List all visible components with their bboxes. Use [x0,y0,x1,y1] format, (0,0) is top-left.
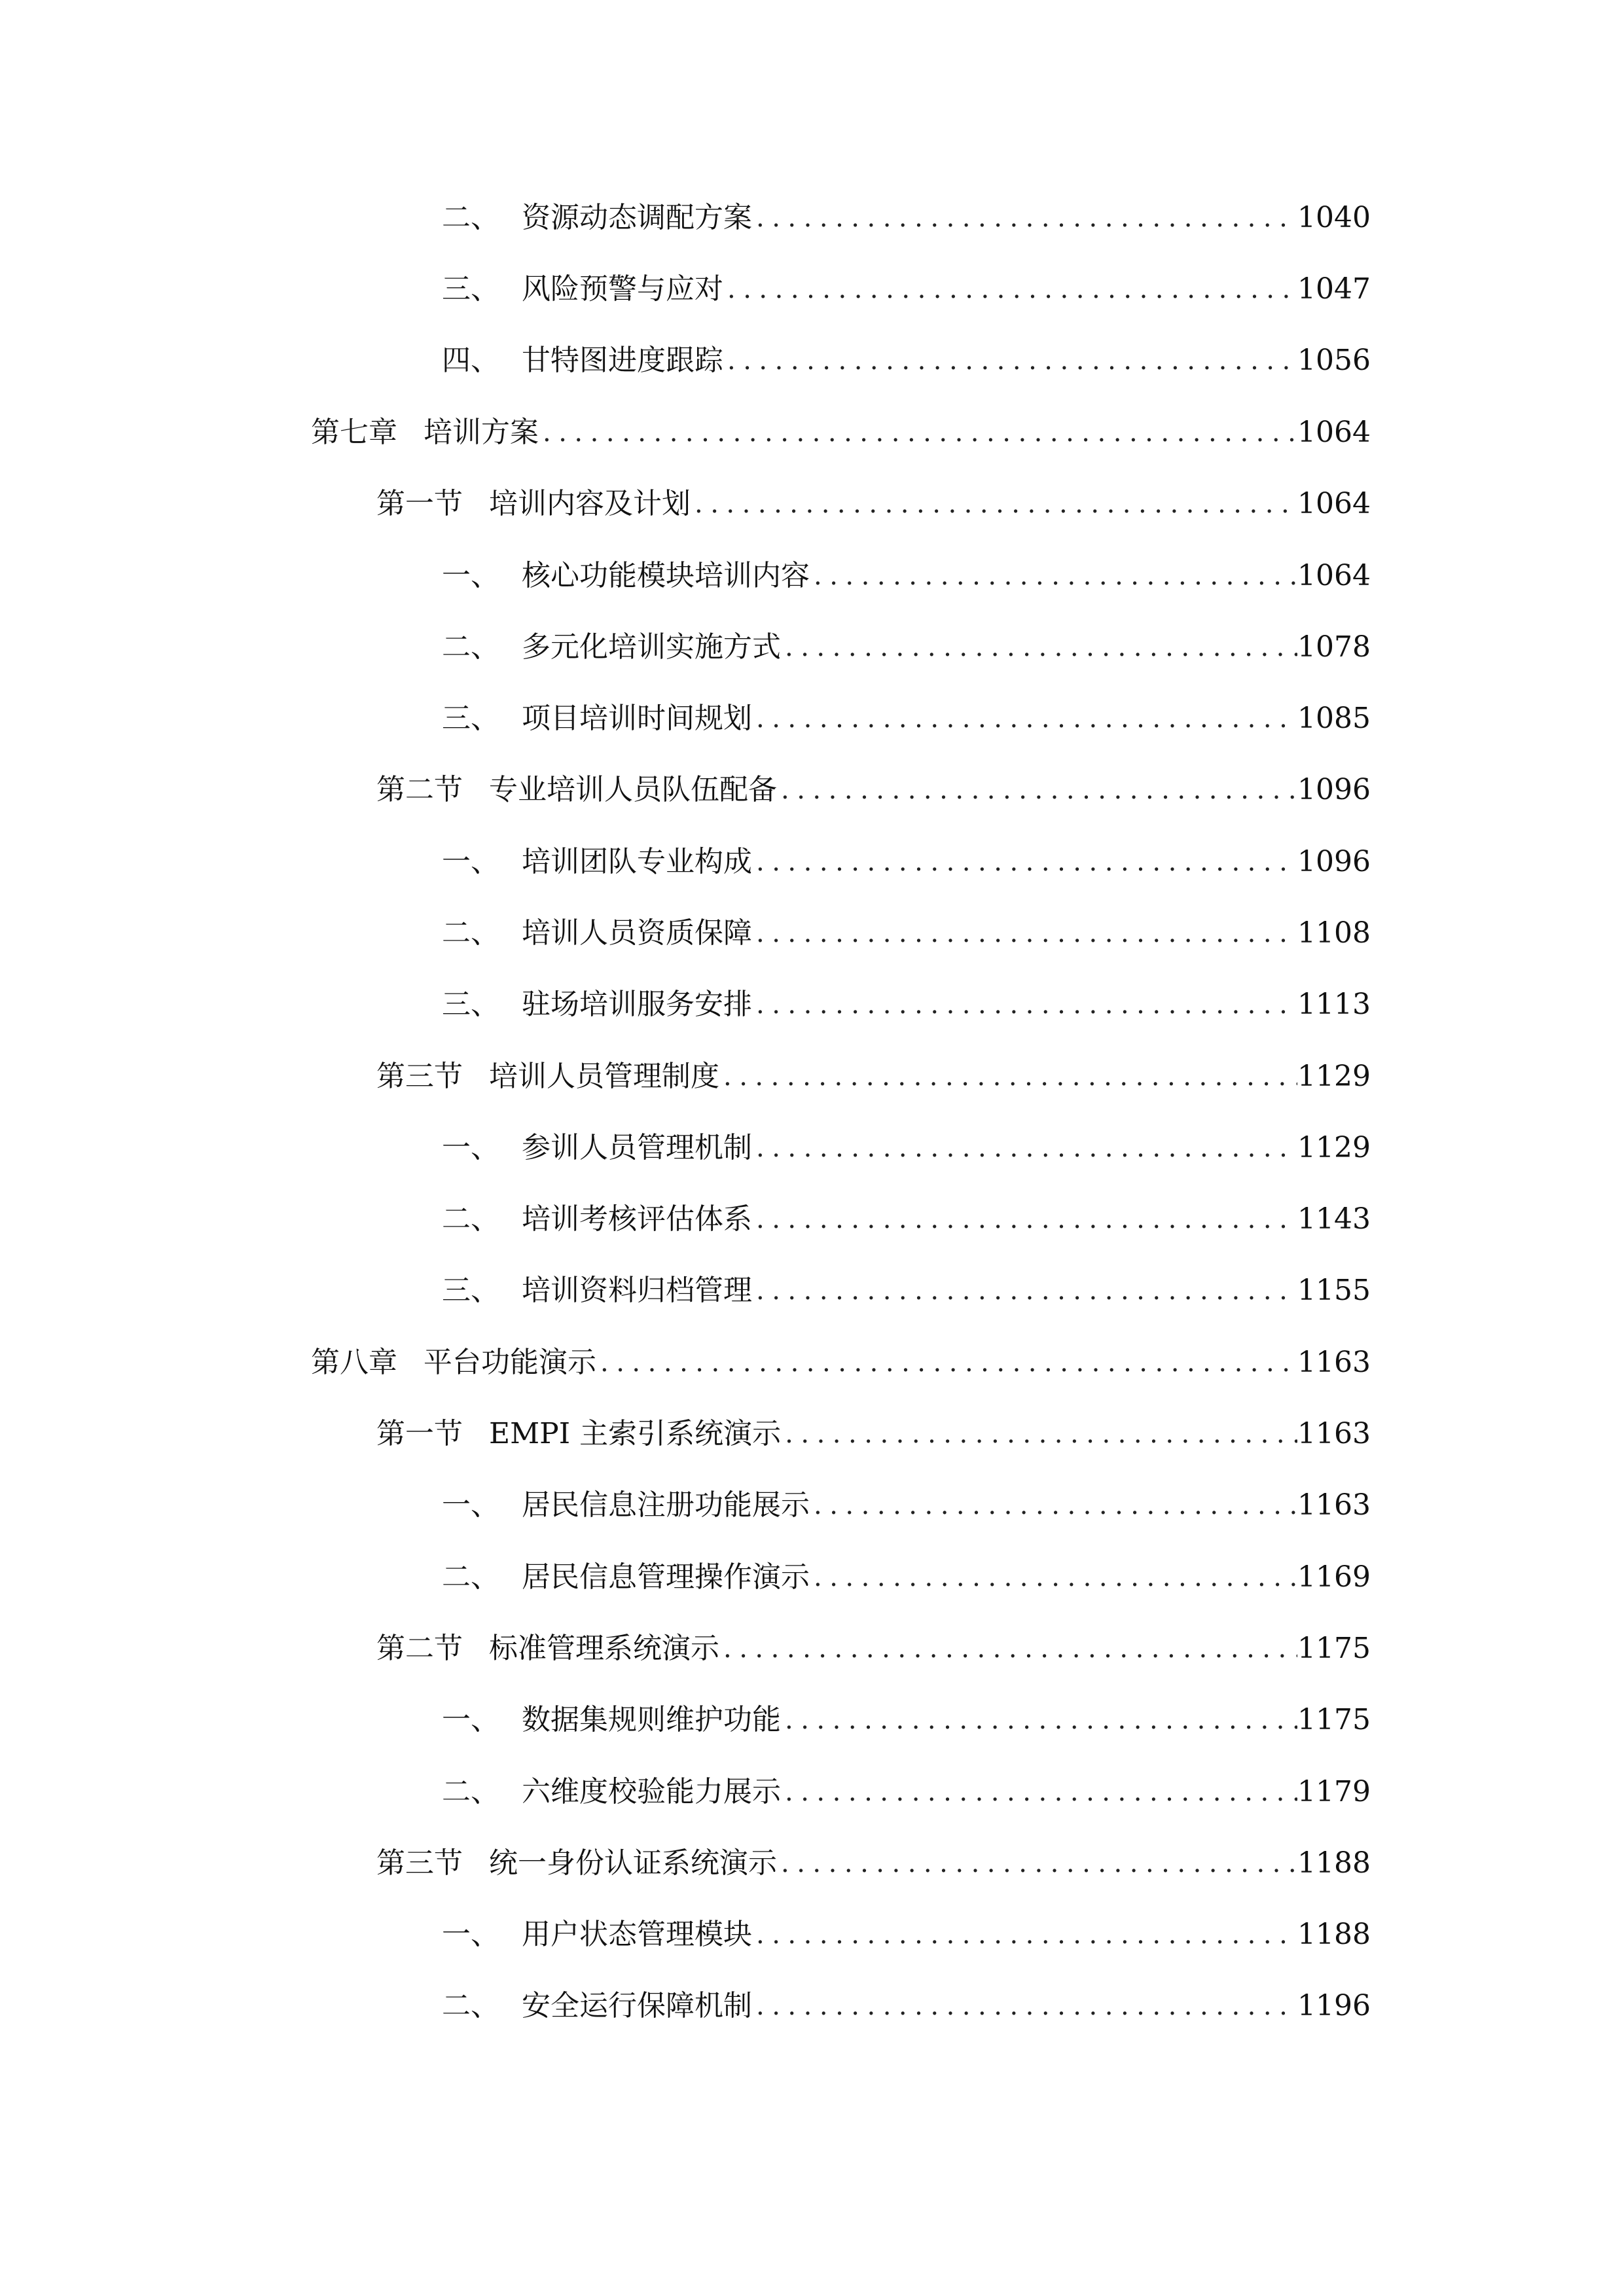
toc-leader-dots [723,268,1297,310]
toc-entry-number: 二、 [442,630,499,664]
toc-section-title: EMPI 主索引系统演示 [489,1417,782,1450]
toc-entry[interactable] [442,1127,1371,1169]
toc-entry[interactable] [442,197,1371,239]
toc-entry-section[interactable] [376,1056,1371,1098]
toc-page-number: 1064 [1297,487,1371,520]
toc-entry-title: 安全运行保障机制 [522,1989,752,2022]
toc-entry-title: 资源动态调配方案 [522,201,752,234]
toc-entry-title: 驻场培训服务安排 [522,988,752,1021]
toc-leader-dots [752,1127,1297,1169]
toc-entry-title: 核心功能模块培训内容 [522,559,810,592]
toc-page-number: 1064 [1297,559,1371,592]
toc-chapter-number: 第七章 [311,416,397,449]
toc-section-number: 第三节 [376,1060,463,1093]
toc-entry[interactable] [442,1914,1371,1956]
toc-leader-dots [781,1413,1297,1455]
toc-entry-title: 数据集规则维护功能 [522,1703,781,1736]
toc-entry-number: 二、 [442,1202,499,1236]
toc-entry-section[interactable] [376,483,1371,525]
toc-entry-number: 二、 [442,1989,499,2022]
toc-entry-title: 培训团队专业构成 [522,845,752,878]
toc-page-number: 1175 [1297,1632,1371,1665]
toc-entry-section[interactable] [376,1413,1371,1455]
toc-leader-dots [719,1628,1297,1670]
toc-page-number: 1056 [1297,344,1371,377]
toc-page-number: 1163 [1297,1488,1371,1522]
toc-leader-dots [810,555,1297,597]
toc-page-number: 1096 [1297,845,1371,878]
toc-leader-dots [691,483,1297,525]
toc-page-number: 1143 [1297,1202,1371,1236]
toc-page-number: 1179 [1297,1775,1371,1808]
toc-entry-number: 一、 [442,1918,499,1951]
toc-leader-dots [539,412,1297,454]
toc-entry[interactable] [442,1771,1371,1813]
toc-entry[interactable] [442,841,1371,883]
toc-entry-title: 居民信息注册功能展示 [522,1488,810,1522]
toc-entry-number: 一、 [442,559,499,592]
toc-entry-section[interactable] [376,1842,1371,1884]
toc-chapter-number: 第八章 [311,1346,397,1379]
toc-page-number: 1155 [1297,1274,1371,1307]
toc-section-number: 第一节 [376,487,463,520]
toc-entry[interactable] [442,1198,1371,1240]
toc-entry-title: 风险预警与应对 [522,272,723,306]
toc-section-title: 统一身份认证系统演示 [489,1846,777,1880]
toc-page-number: 1175 [1297,1703,1371,1736]
toc-entry[interactable] [442,698,1371,740]
toc-leader-dots [781,1771,1297,1813]
toc-page-number: 1196 [1297,1989,1371,2022]
toc-entry[interactable] [442,268,1371,310]
toc-page-number: 1129 [1297,1060,1371,1093]
toc-section-number: 第二节 [376,1632,463,1665]
toc-page-number: 1129 [1297,1131,1371,1164]
toc-entry[interactable] [442,1699,1371,1741]
toc-leader-dots [752,1914,1297,1956]
toc-section-number: 第三节 [376,1846,463,1880]
toc-leader-dots [752,1985,1297,2027]
toc-page-number: 1163 [1297,1346,1371,1379]
toc-entry-number: 二、 [442,201,499,234]
toc-leader-dots [752,841,1297,883]
toc-page-number: 1163 [1297,1417,1371,1450]
toc-leader-dots [596,1342,1297,1384]
toc-entry-section[interactable] [376,1628,1371,1670]
toc-entry-title: 项目培训时间规划 [522,702,752,735]
toc-entry-number: 三、 [442,702,499,735]
toc-page-number: 1169 [1297,1560,1371,1594]
toc-entry-number: 一、 [442,845,499,878]
toc-entry-chapter[interactable] [311,1342,1371,1384]
toc-leader-dots [752,698,1297,740]
toc-entry-number: 二、 [442,1560,499,1594]
toc-entry-section[interactable] [376,769,1371,811]
toc-entry[interactable] [442,912,1371,954]
toc-entry[interactable] [442,1270,1371,1312]
toc-leader-dots [810,1484,1297,1526]
toc-entry-number: 三、 [442,1274,499,1307]
toc-leader-dots [810,1556,1297,1598]
toc-entry[interactable] [442,1484,1371,1526]
toc-entry[interactable] [442,340,1371,382]
toc-entry[interactable] [442,1985,1371,2027]
toc-entry-title: 培训考核评估体系 [522,1202,752,1236]
toc-entry-number: 三、 [442,988,499,1021]
toc-entry-title: 多元化培训实施方式 [522,630,781,664]
toc-entry-number: 二、 [442,1775,499,1808]
toc-leader-dots [752,912,1297,954]
toc-entry-title: 培训资料归档管理 [522,1274,752,1307]
toc-entry-title: 参训人员管理机制 [522,1131,752,1164]
toc-page-number: 1040 [1297,201,1371,234]
toc-section-title: 专业培训人员队伍配备 [489,773,777,806]
toc-section-title: 标准管理系统演示 [489,1632,719,1665]
toc-leader-dots [777,769,1297,811]
toc-leader-dots [777,1842,1297,1884]
toc-page-number: 1078 [1297,630,1371,664]
toc-leader-dots [752,984,1297,1026]
toc-chapter-title: 培训方案 [424,416,539,449]
toc-leader-dots [781,626,1297,668]
toc-entry-number: 四、 [442,344,499,377]
toc-section-number: 第一节 [376,1417,463,1450]
toc-leader-dots [723,340,1297,382]
toc-entry[interactable] [442,555,1371,597]
toc-page-number: 1064 [1297,416,1371,449]
toc-leader-dots [752,197,1297,239]
toc-entry-title: 用户状态管理模块 [522,1918,752,1951]
toc-entry-title: 居民信息管理操作演示 [522,1560,810,1594]
toc-section-number: 第二节 [376,773,463,806]
toc-entry-number: 二、 [442,916,499,950]
toc-page-number: 1188 [1297,1846,1371,1880]
toc-section-title: 培训内容及计划 [489,487,691,520]
toc-entry-number: 一、 [442,1488,499,1522]
toc-page-number: 1047 [1297,272,1371,306]
toc-leader-dots [752,1198,1297,1240]
toc-entry[interactable] [442,1556,1371,1598]
toc-entry-title: 甘特图进度跟踪 [522,344,723,377]
toc-leader-dots [719,1056,1297,1098]
toc-page-number: 1085 [1297,702,1371,735]
toc-page-number: 1096 [1297,773,1371,806]
toc-entry-number: 一、 [442,1703,499,1736]
toc-entry-title: 六维度校验能力展示 [522,1775,781,1808]
toc-section-title: 培训人员管理制度 [489,1060,719,1093]
toc-entry[interactable] [442,626,1371,668]
toc-entry-chapter[interactable] [311,412,1371,454]
toc-entry-number: 三、 [442,272,499,306]
toc-leader-dots [781,1699,1297,1741]
toc-page-number: 1113 [1297,988,1371,1021]
toc-leader-dots [752,1270,1297,1312]
toc-page-number: 1108 [1297,916,1371,950]
toc-chapter-title: 平台功能演示 [424,1346,596,1379]
toc-entry[interactable] [442,984,1371,1026]
toc-page-number: 1188 [1297,1918,1371,1951]
toc-entry-title: 培训人员资质保障 [522,916,752,950]
toc-entry-number: 一、 [442,1131,499,1164]
